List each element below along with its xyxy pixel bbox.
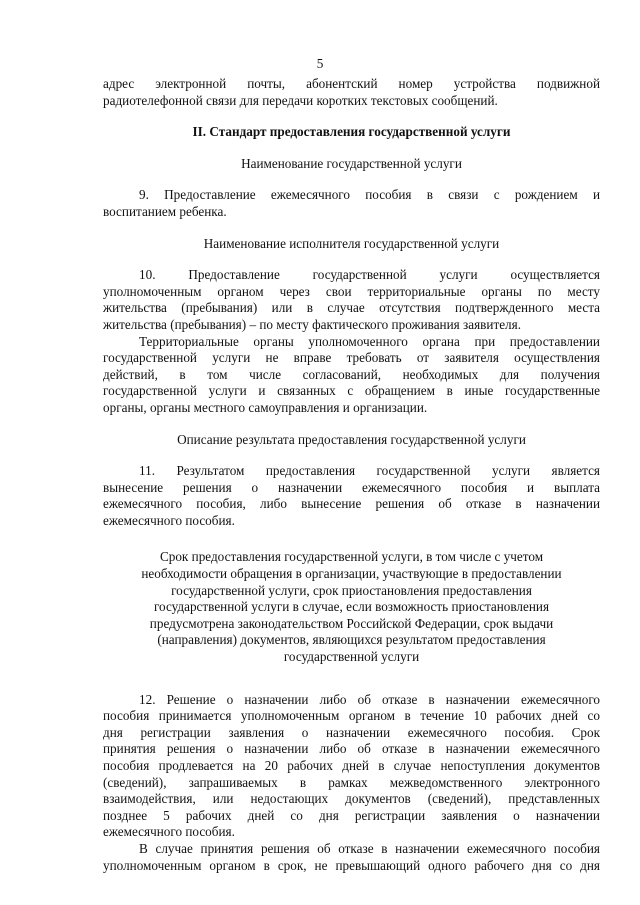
paragraph-12 <box>103 692 600 841</box>
paragraph-9 <box>103 187 600 220</box>
text-line: государственной услуги, срок приостановления предоставления <box>171 582 532 598</box>
text-line: Территориальные органы уполномоченного органа при предоставлении <box>139 333 600 349</box>
text-line: пособия продлевается на 20 рабочих дней в случае непоступления документов <box>103 758 600 773</box>
heading-service-name: Наименование государственной услуги <box>241 155 462 171</box>
text-line: государственной услуги в случае, если возможность приостановления <box>153 599 550 615</box>
text-line: государственной услуги и связанных с обращением в иные государственные <box>103 383 600 399</box>
text-line: 10. Предоставление государственной услуги осуществляется <box>139 267 600 283</box>
text-line: уполномоченным органом в срок, не превышающий одного рабочего дня со дня <box>103 857 600 873</box>
text-line: ежемесячного пособия. <box>103 512 235 528</box>
text-line: жительства (пребывания) или в случае отсутствия подтвержденного места <box>103 300 600 316</box>
text-line: вынесение решения о назначении ежемесячного пособия и выплата <box>103 479 600 495</box>
paragraph-11 <box>103 463 600 529</box>
section-title: II. Стандарт предоставления государственной услуги <box>192 124 511 140</box>
text-line: 11. Результатом предоставления государственной услуги является <box>139 463 600 479</box>
paragraph-10-continued <box>103 334 600 417</box>
text-line: радиотелефонной связи для передачи коротких текстовых сообщений. <box>103 92 498 108</box>
text-line: необходимости обращения в организации, участвующие в предоставлении <box>141 566 562 582</box>
text-line: государственной услуги не вправе требовать от заявителя осуществления <box>103 350 600 366</box>
text-line: 9. Предоставление ежемесячного пособия в связи с рождением и <box>139 187 600 203</box>
text-line: В случае принятия решения об отказе в назначении ежемесячного пособия <box>139 840 600 856</box>
heading-term <box>103 549 600 665</box>
paragraph-12-continued <box>103 841 600 874</box>
heading-executor: Наименование исполнителя государственной услуги <box>203 235 500 251</box>
text-line: Срок предоставления государственной услуги, в том числе с учетом <box>159 549 544 565</box>
text-line: (направления) документов, являющихся результатом предоставления <box>157 632 546 648</box>
text-line: (сведений), запрашиваемых в рамках межведомственного электронного <box>103 774 600 790</box>
page-content <box>103 76 600 874</box>
text-line: жительства (пребывания) – по месту фактического проживания заявителя. <box>103 316 521 332</box>
text-line: ежемесячного пособия. <box>103 824 235 840</box>
text-line: 12. Решение о назначении либо об отказе в назначении ежемесячного <box>139 691 600 707</box>
text-line: уполномоченным органом через свои территориальные органы по месту <box>103 283 600 299</box>
text-line: взаимодействия, или недостающих документов (сведений), представленных <box>103 791 600 807</box>
text-line: дня регистрации заявления о назначении ежемесячного пособия. Срок <box>103 724 600 740</box>
text-line: позднее 5 рабочих дней со дня регистрации заявления о назначении <box>103 807 600 823</box>
text-line: пособия принимается уполномоченным органом в течение 10 рабочих дней со <box>103 708 600 724</box>
intro-paragraph <box>103 76 600 109</box>
page-number: 5 <box>316 56 324 71</box>
heading-result: Описание результата предоставления государственной услуги <box>177 431 526 447</box>
text-line: органы, органы местного самоуправления и организации. <box>103 399 428 415</box>
text-line: принятия решения о назначении либо об отказе в назначении ежемесячного <box>103 741 600 757</box>
text-line: воспитанием ребенка. <box>103 203 227 219</box>
text-line: действий, в том числе согласований, необходимых для получения <box>103 366 600 382</box>
text-line: предусмотрена законодательством Российской Федерации, срок выдачи <box>149 615 554 631</box>
text-line: адрес электронной почты, абонентский номер устройства подвижной <box>103 76 600 91</box>
paragraph-10 <box>103 267 600 333</box>
text-line: ежемесячного пособия, либо вынесение решения об отказе в назначении <box>103 496 600 512</box>
text-line: государственной услуги <box>283 649 420 665</box>
